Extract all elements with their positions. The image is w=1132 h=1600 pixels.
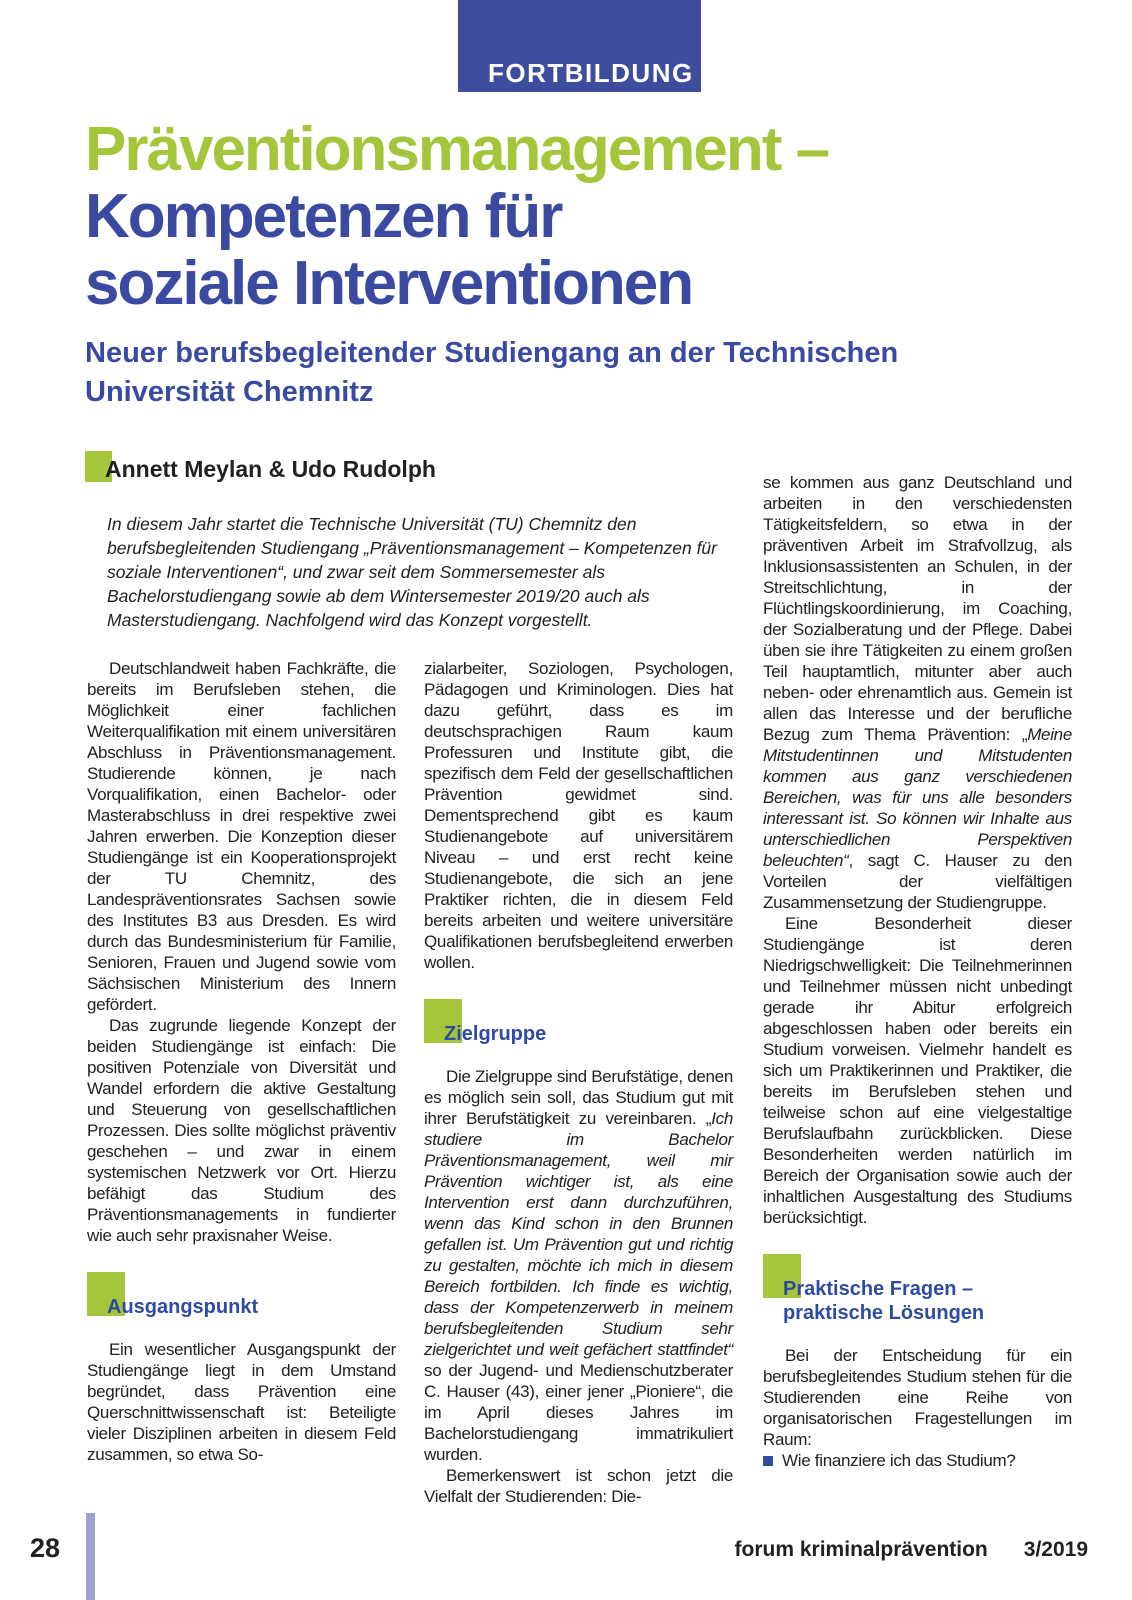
body-paragraph: zialarbeiter, Soziologen, Psychologen, Pädagogen und Kriminologen. Dies hat dazu geführt, dass es im deutschsprachigen Raum kaum Professuren und Institute gibt, die spezifisch dem Feld der gesellschaftlichen Prävention gewidmet sind. Dementsprechend gibt es kaum Studienangebote auf universitärem Niveau – und erst recht keine Studienangebote, die sich an jene Praktiker richten, die in diesem Feld bereits arbeiten und weitere universitäre Qualifikationen berufsbegleitend erwerben wollen. bbox=[424, 659, 733, 972]
section-heading-praktische-fragen bbox=[763, 1254, 1072, 1325]
article-subtitle bbox=[85, 334, 898, 412]
bullet-square-icon bbox=[763, 1456, 773, 1466]
body-paragraph: Ein wesentlicher Ausgangspunkt der Studiengänge liegt in dem Umstand begründet, dass Prävention eine Querschnittwissenschaft ist: Beteiligte vieler Disziplinen arbeiten in diesem Feld zusammen, so etwa So- bbox=[87, 1340, 396, 1464]
byline-authors: Annett Meylan & Udo Rudolph bbox=[105, 456, 436, 482]
paragraph-text: se kommen aus ganz Deutschland und arbeiten in den verschiedensten Tätigkeitsfeldern, so etwa in der präventiven Arbeit im Strafvollzug, als Inklusionsassistenten an Schulen, in der Streitschlichtung, in der Flüchtlingskoordinierung, im Coaching, der Sozialberatung und der Pflege. Dabei üben sie ihre Tätigkeiten zu einem großen Teil hauptamtlich, mitunter aber auch neben- oder ehrenamtlich aus. Gemein ist allen das Interesse und der berufliche Bezug zum Thema Prävention: „ bbox=[763, 473, 1072, 744]
bullet-text: Wie finanziere ich das Studium? bbox=[782, 1451, 1016, 1470]
paragraph-text: Die Zielgruppe sind Berufstätige, denen es möglich sein soll, das Studium gut mit ihrer Berufstätigkeit zu vereinbaren. „ bbox=[424, 1067, 733, 1128]
footer-issue-number: 3/2019 bbox=[1023, 1538, 1088, 1561]
body-paragraph: Bei der Entscheidung für ein berufsbegleitendes Studium stehen für die Studierenden eine Reihe von organisatorischen Fragestellungen im Raum: bbox=[763, 1346, 1072, 1449]
column-1 bbox=[87, 658, 396, 1465]
footer-right bbox=[735, 1538, 1088, 1562]
section-title: Ausgangspunkt bbox=[107, 1296, 259, 1318]
body-paragraph bbox=[424, 1066, 733, 1465]
title-line-2: Kompetenzen für bbox=[85, 182, 562, 251]
kicker-box bbox=[458, 0, 701, 92]
paragraph-text: , sagt C. Hauser zu den Vorteilen der vielfältigen Zusammensetzung der Studiengruppe. bbox=[763, 851, 1072, 912]
article-title bbox=[85, 116, 828, 317]
section-title-line-2: praktische Lösungen bbox=[783, 1302, 985, 1324]
column-3 bbox=[763, 472, 1072, 1471]
body-paragraph: Eine Besonderheit dieser Studiengänge ist deren Niedrigschwelligkeit: Die Teilnehmerinnen und Teilnehmer müssen nicht unbedingt gerade ihr Abitur erfolgreich abgeschlossen haben oder bereits ein Studium vorweisen. Vielmehr handelt es sich um Praktikerinnen und Praktiker, die bereits im Berufsleben stehen und teilweise schon auf eine vielgestaltige Berufslaufbahn zurückblicken. Diese Besonderheiten werden natürlich im Bereich der Organisation sowie auch der inhaltlichen Ausgestaltung des Studiums berücksichtigt. bbox=[763, 914, 1072, 1227]
title-line-3: soziale Interventionen bbox=[85, 249, 693, 318]
body-paragraph: Das zugrunde liegende Konzept der beiden Studiengänge ist einfach: Die positiven Potenziale von Diversität und Wandel erfordern die aktive Gestaltung und Steuerung von gesellschaftlichen Prozessen. Dies sollte möglichst präventiv geschehen – und zwar in einem systemischen Netzwerk vor Ort. Hierzu befähigt das Studium des Präventionsmanagements in fundierter wie auch sehr praxisnaher Weise. bbox=[87, 1016, 396, 1245]
title-line-1: Präventionsmanagement – bbox=[85, 115, 829, 184]
intro-paragraph: In diesem Jahr startet die Technische Universität (TU) Chemnitz den berufsbegleitenden Studiengang „Präventionsmanagement – Kompetenzen für soziale Interventionen“, und zwar seit dem Sommersemester als Bachelorstudiengang sowie ab dem Wintersemester 2019/20 auch als Masterstudiengang. Nachfolgend wird das Konzept vorgestellt. bbox=[107, 514, 717, 630]
quote-text: Meine Mitstudentinnen und Mitstudenten kommen aus ganz verschiedenen Bereichen, was für uns alle besonders interessant ist. So können wir Inhalte aus unterschiedlichen Perspektiven beleuchten“ bbox=[763, 725, 1072, 870]
body-paragraph: Deutschlandweit haben Fachkräfte, die bereits im Berufsleben stehen, die Möglichkeit einer fachlichen Weiterqualifikation mit einem universitären Abschluss in Präventionsmanagement. Studierende können, je nach Vorqualifikation, einen Bachelor- oder Masterabschluss in drei respektive zwei Jahren erwerben. Die Konzeption dieser Studiengänge ist ein Kooperationsprojekt der TU Chemnitz, des Landespräventionsrates Sachsen sowie des Institutes B3 aus Dresden. Es wird durch das Bundesministerium für Familie, Senioren, Frauen und Jugend sowie vom Sächsischen Ministerium des Innern gefördert. bbox=[87, 659, 396, 1014]
body-paragraph: Bemerkenswert ist schon jetzt die Vielfalt der Studierenden: Die- bbox=[424, 1466, 733, 1506]
section-title: Zielgruppe bbox=[444, 1023, 547, 1045]
subtitle-line-1: Neuer berufsbegleitender Studiengang an der Technischen bbox=[85, 337, 899, 369]
section-title bbox=[763, 1254, 1072, 1325]
bullet-item bbox=[763, 1450, 1072, 1471]
section-title-line-1: Praktische Fragen – bbox=[783, 1278, 974, 1300]
paragraph-text: so der Jugend- und Medienschutzberater C. Hauser (43), einer jener „Pioniere“, die im April dieses Jahres im Bachelorstudiengang immatrikuliert wurden. bbox=[424, 1361, 733, 1464]
footer-accent-bar bbox=[86, 1513, 95, 1600]
section-heading-zielgruppe bbox=[424, 999, 733, 1046]
kicker-label: FORTBILDUNG bbox=[488, 58, 694, 88]
footer-page-number: 28 bbox=[30, 1533, 61, 1563]
quote-text: Ich studiere im Bachelor Präventionsmanagement, weil mir Prävention wichtiger ist, als eine Intervention erst dann durchzuführen, wenn das Kind schon in den Brunnen gefallen ist. Um Prävention gut und richtig zu gestalten, möchte ich mich in diesem Bereich fortbilden. Ich finde es wichtig, dass der Kompetenzerwerb in meinem berufsbegleitenden Studium sehr zielgerichtet und weit gefächert stattfindet“ bbox=[424, 1109, 733, 1359]
byline-block bbox=[85, 450, 436, 484]
subtitle-line-2: Universität Chemnitz bbox=[85, 376, 374, 408]
column-2 bbox=[424, 658, 733, 1507]
section-heading-ausgangspunkt bbox=[87, 1272, 396, 1319]
footer-journal-title: forum kriminalprävention bbox=[734, 1538, 988, 1561]
body-paragraph bbox=[763, 472, 1072, 913]
